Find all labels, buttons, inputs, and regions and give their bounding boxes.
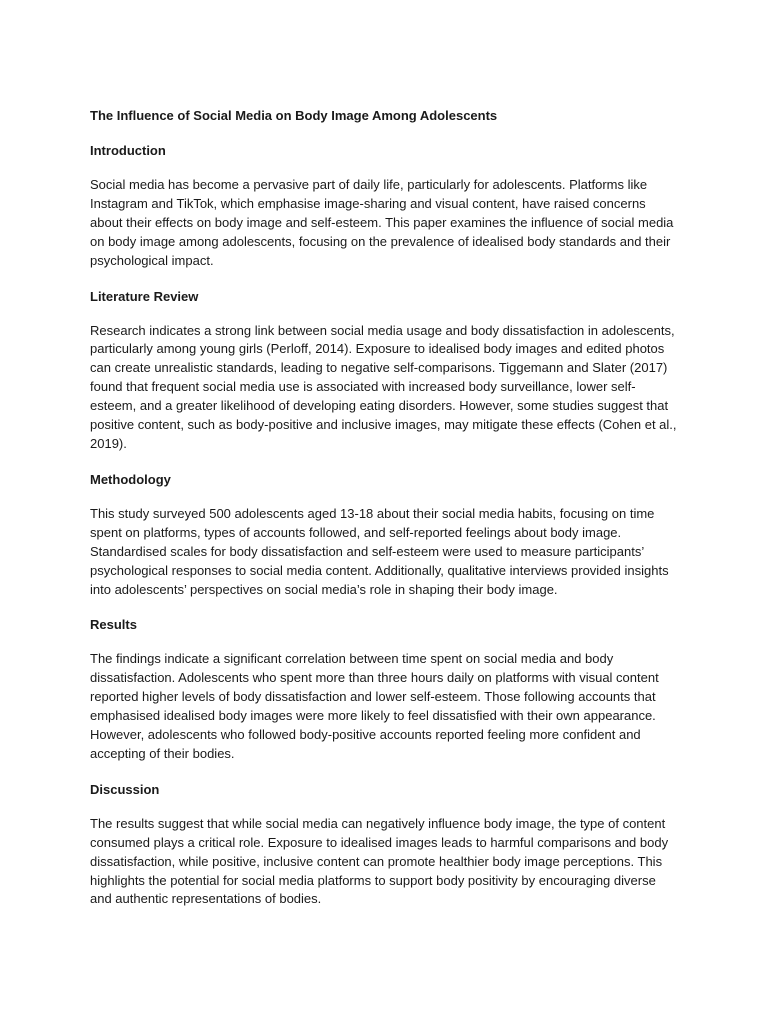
heading-discussion: Discussion (90, 781, 160, 797)
heading-literature-review: Literature Review (90, 288, 199, 304)
document-title: The Influence of Social Media on Body Image Among Adolescents (90, 108, 498, 123)
document-page (90, 106, 680, 925)
paragraph-introduction: Social media has become a pervasive part of daily life, particularly for adolescents. Platforms like Instagram and TikTok, which emphasise image-sharing and visual content, have raised concerns about their effects on body image and self-esteem. This paper examines the influence of social media on body image among adolescents, focusing on the prevalence of idealised body standards and their psychological impact. (90, 177, 674, 268)
paragraph-literature-review: Research indicates a strong link between social media usage and body dissatisfaction in adolescents, particularly among young girls (Perloff, 2014). Exposure to idealised body images and edited photos can create unrealistic standards, leading to negative self-comparisons. Tiggemann and Slater (2017) found that frequent social media use is associated with increased body surveillance, lower self-esteem, and a greater likelihood of developing eating disorders. However, some studies suggest that positive content, such as body-positive and inclusive images, may mitigate these effects (Cohen et al., 2019). (90, 322, 677, 451)
heading-introduction: Introduction (90, 143, 166, 158)
paragraph-results: The findings indicate a significant correlation between time spent on social media and body dissatisfaction. Adolescents who spent more than three hours daily on platforms with visual content reported higher levels of body dissatisfaction and lower self-esteem. Those following accounts that emphasised idealised body images were more likely to feel dissatisfied with their own appearance. However, adolescents who followed body-positive accounts reported feeling more confident and accepting of their bodies. (90, 651, 659, 761)
heading-results: Results (90, 617, 137, 633)
paragraph-discussion: The results suggest that while social media can negatively influence body image, the type of content consumed plays a critical role. Exposure to idealised images leads to harmful comparisons and body dissatisfaction, while positive, inclusive content can promote healthier body image perceptions. This highlights the potential for social media platforms to support body positivity by encouraging diverse and authentic representations of bodies. (90, 815, 669, 907)
paragraph-methodology: This study surveyed 500 adolescents aged 13-18 about their social media habits, focusing on time spent on platforms, types of accounts followed, and self-reported feelings about body image. Standardised scales for body dissatisfaction and self-esteem were used to measure participants’ psychological responses to social media content. Additionally, qualitative interviews provided insights into adolescents’ perspectives on social media’s role in shaping their body image. (90, 505, 669, 597)
heading-methodology: Methodology (90, 471, 171, 487)
